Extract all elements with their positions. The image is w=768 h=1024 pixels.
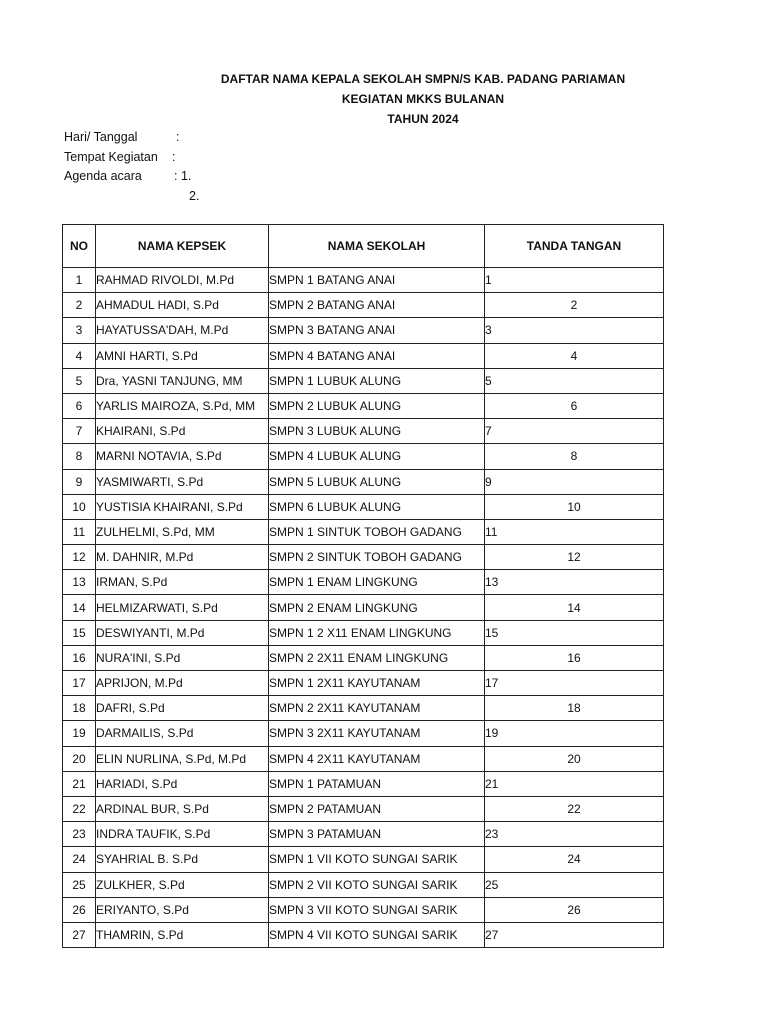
signature-cell: 9: [485, 469, 664, 494]
signature-cell: 27: [485, 922, 664, 947]
tempat-label: Tempat Kegiatan: [64, 149, 158, 164]
signature-cell: 7: [485, 419, 664, 444]
table-row: [63, 494, 664, 519]
header-tanda-tangan: TANDA TANGAN: [485, 225, 664, 268]
school-name: SMPN 4 VII KOTO SUNGAI SARIK: [269, 922, 485, 947]
table-row: [63, 343, 664, 368]
school-name: SMPN 2 2X11 KAYUTANAM: [269, 696, 485, 721]
signature-cell: 17: [485, 671, 664, 696]
signature-cell: 3: [485, 318, 664, 343]
signature-cell: 12: [485, 545, 664, 570]
table-row: [63, 847, 664, 872]
signature-cell: 13: [485, 570, 664, 595]
row-number: 26: [63, 897, 96, 922]
header-no: NO: [63, 225, 96, 268]
school-name: SMPN 4 BATANG ANAI: [269, 343, 485, 368]
kepsek-name: AHMADUL HADI, S.Pd: [96, 293, 269, 318]
school-name: SMPN 1 LUBUK ALUNG: [269, 368, 485, 393]
table-row: [63, 872, 664, 897]
kepsek-name: M. DAHNIR, M.Pd: [96, 545, 269, 570]
row-number: 17: [63, 671, 96, 696]
kepsek-name: ZULHELMI, S.Pd, MM: [96, 519, 269, 544]
row-number: 7: [63, 419, 96, 444]
kepsek-name: AMNI HARTI, S.Pd: [96, 343, 269, 368]
row-number: 10: [63, 494, 96, 519]
table-row: [63, 368, 664, 393]
headmaster-attendance-table: [62, 224, 664, 948]
hari-separator: :: [176, 130, 180, 144]
row-number: 3: [63, 318, 96, 343]
kepsek-name: Dra, YASNI TANJUNG, MM: [96, 368, 269, 393]
signature-cell: 21: [485, 771, 664, 796]
table-row: [63, 796, 664, 821]
tempat-separator: :: [172, 149, 176, 164]
header-nama-sekolah: NAMA SEKOLAH: [269, 225, 485, 268]
school-name: SMPN 1 SINTUK TOBOH GADANG: [269, 519, 485, 544]
school-name: SMPN 2 PATAMUAN: [269, 796, 485, 821]
kepsek-name: ELIN NURLINA, S.Pd, M.Pd: [96, 746, 269, 771]
meta-info-block: [64, 128, 200, 206]
kepsek-name: YARLIS MAIROZA, S.Pd, MM: [96, 393, 269, 418]
row-number: 2: [63, 293, 96, 318]
signature-cell: 4: [485, 343, 664, 368]
table-body: [63, 268, 664, 948]
kepsek-name: DESWIYANTI, M.Pd: [96, 620, 269, 645]
table-row: [63, 519, 664, 544]
kepsek-name: HARIADI, S.Pd: [96, 771, 269, 796]
row-number: 15: [63, 620, 96, 645]
signature-cell: 23: [485, 822, 664, 847]
row-number: 24: [63, 847, 96, 872]
row-number: 16: [63, 645, 96, 670]
signature-cell: 8: [485, 444, 664, 469]
school-name: SMPN 1 2X11 KAYUTANAM: [269, 671, 485, 696]
kepsek-name: HELMIZARWATI, S.Pd: [96, 595, 269, 620]
kepsek-name: HAYATUSSA'DAH, M.Pd: [96, 318, 269, 343]
kepsek-name: YASMIWARTI, S.Pd: [96, 469, 269, 494]
table-row: [63, 469, 664, 494]
row-number: 12: [63, 545, 96, 570]
kepsek-name: KHAIRANI, S.Pd: [96, 419, 269, 444]
row-number: 6: [63, 393, 96, 418]
row-number: 1: [63, 268, 96, 293]
table-row: [63, 721, 664, 746]
school-name: SMPN 2 VII KOTO SUNGAI SARIK: [269, 872, 485, 897]
kepsek-name: NURA'INI, S.Pd: [96, 645, 269, 670]
row-number: 13: [63, 570, 96, 595]
row-number: 14: [63, 595, 96, 620]
school-name: SMPN 3 VII KOTO SUNGAI SARIK: [269, 897, 485, 922]
signature-cell: 18: [485, 696, 664, 721]
kepsek-name: IRMAN, S.Pd: [96, 570, 269, 595]
table-row: [63, 922, 664, 947]
agenda-label: Agenda acara: [64, 169, 142, 183]
table-row: [63, 771, 664, 796]
school-name: SMPN 1 BATANG ANAI: [269, 268, 485, 293]
row-number: 27: [63, 922, 96, 947]
kepsek-name: DAFRI, S.Pd: [96, 696, 269, 721]
school-name: SMPN 2 2X11 ENAM LINGKUNG: [269, 645, 485, 670]
signature-cell: 6: [485, 393, 664, 418]
kepsek-name: APRIJON, M.Pd: [96, 671, 269, 696]
school-name: SMPN 2 ENAM LINGKUNG: [269, 595, 485, 620]
signature-cell: 22: [485, 796, 664, 821]
school-name: SMPN 5 LUBUK ALUNG: [269, 469, 485, 494]
agenda-item-2: 2.: [189, 188, 200, 203]
meta-row-agenda: [64, 167, 192, 187]
kepsek-name: DARMAILIS, S.Pd: [96, 721, 269, 746]
school-name: SMPN 3 LUBUK ALUNG: [269, 419, 485, 444]
row-number: 25: [63, 872, 96, 897]
signature-cell: 5: [485, 368, 664, 393]
title-line-2: KEGIATAN MKKS BULANAN: [341, 92, 505, 106]
table-row: [63, 620, 664, 645]
row-number: 20: [63, 746, 96, 771]
table-row: [63, 545, 664, 570]
table-header-row: [63, 225, 664, 268]
row-number: 4: [63, 343, 96, 368]
header-nama-kepsek: NAMA KEPSEK: [96, 225, 269, 268]
school-name: SMPN 4 2X11 KAYUTANAM: [269, 746, 485, 771]
school-name: SMPN 6 LUBUK ALUNG: [269, 494, 485, 519]
signature-cell: 26: [485, 897, 664, 922]
signature-cell: 15: [485, 620, 664, 645]
title-line-1: DAFTAR NAMA KEPALA SEKOLAH SMPN/S KAB. PADANG PARIAMAN: [220, 72, 626, 86]
signature-cell: 25: [485, 872, 664, 897]
table-row: [63, 419, 664, 444]
school-name: SMPN 3 2X11 KAYUTANAM: [269, 721, 485, 746]
table-row: [63, 268, 664, 293]
signature-cell: 24: [485, 847, 664, 872]
signature-cell: 20: [485, 746, 664, 771]
kepsek-name: YUSTISIA KHAIRANI, S.Pd: [96, 494, 269, 519]
table-row: [63, 393, 664, 418]
school-name: SMPN 4 LUBUK ALUNG: [269, 444, 485, 469]
table-row: [63, 746, 664, 771]
row-number: 22: [63, 796, 96, 821]
row-number: 8: [63, 444, 96, 469]
table-row: [63, 595, 664, 620]
agenda-separator: : 1.: [174, 169, 192, 183]
table-row: [63, 444, 664, 469]
signature-cell: 2: [485, 293, 664, 318]
table-row: [63, 645, 664, 670]
row-number: 19: [63, 721, 96, 746]
table-row: [63, 822, 664, 847]
table-row: [63, 293, 664, 318]
signature-cell: 10: [485, 494, 664, 519]
signature-cell: 14: [485, 595, 664, 620]
meta-row-hari: [64, 128, 180, 148]
kepsek-name: ZULKHER, S.Pd: [96, 872, 269, 897]
school-name: SMPN 3 BATANG ANAI: [269, 318, 485, 343]
kepsek-name: INDRA TAUFIK, S.Pd: [96, 822, 269, 847]
school-name: SMPN 1 VII KOTO SUNGAI SARIK: [269, 847, 485, 872]
table-row: [63, 318, 664, 343]
row-number: 23: [63, 822, 96, 847]
signature-cell: 19: [485, 721, 664, 746]
kepsek-name: SYAHRIAL B. S.Pd: [96, 847, 269, 872]
row-number: 18: [63, 696, 96, 721]
table-row: [63, 696, 664, 721]
signature-cell: 1: [485, 268, 664, 293]
school-name: SMPN 2 LUBUK ALUNG: [269, 393, 485, 418]
table-row: [63, 897, 664, 922]
school-name: SMPN 1 PATAMUAN: [269, 771, 485, 796]
signature-cell: 11: [485, 519, 664, 544]
row-number: 9: [63, 469, 96, 494]
kepsek-name: THAMRIN, S.Pd: [96, 922, 269, 947]
meta-row-agenda-2: [64, 187, 200, 207]
hari-label: Hari/ Tanggal: [64, 130, 138, 144]
school-name: SMPN 1 ENAM LINGKUNG: [269, 570, 485, 595]
school-name: SMPN 1 2 X11 ENAM LINGKUNG: [269, 620, 485, 645]
signature-cell: 16: [485, 645, 664, 670]
title-line-3: TAHUN 2024: [387, 112, 459, 126]
table-row: [63, 671, 664, 696]
kepsek-name: ARDINAL BUR, S.Pd: [96, 796, 269, 821]
school-name: SMPN 2 SINTUK TOBOH GADANG: [269, 545, 485, 570]
kepsek-name: MARNI NOTAVIA, S.Pd: [96, 444, 269, 469]
school-name: SMPN 3 PATAMUAN: [269, 822, 485, 847]
table-row: [63, 570, 664, 595]
kepsek-name: RAHMAD RIVOLDI, M.Pd: [96, 268, 269, 293]
school-name: SMPN 2 BATANG ANAI: [269, 293, 485, 318]
row-number: 5: [63, 368, 96, 393]
row-number: 21: [63, 771, 96, 796]
meta-row-tempat: [64, 148, 176, 168]
row-number: 11: [63, 519, 96, 544]
document-title-block: [0, 69, 768, 129]
kepsek-name: ERIYANTO, S.Pd: [96, 897, 269, 922]
